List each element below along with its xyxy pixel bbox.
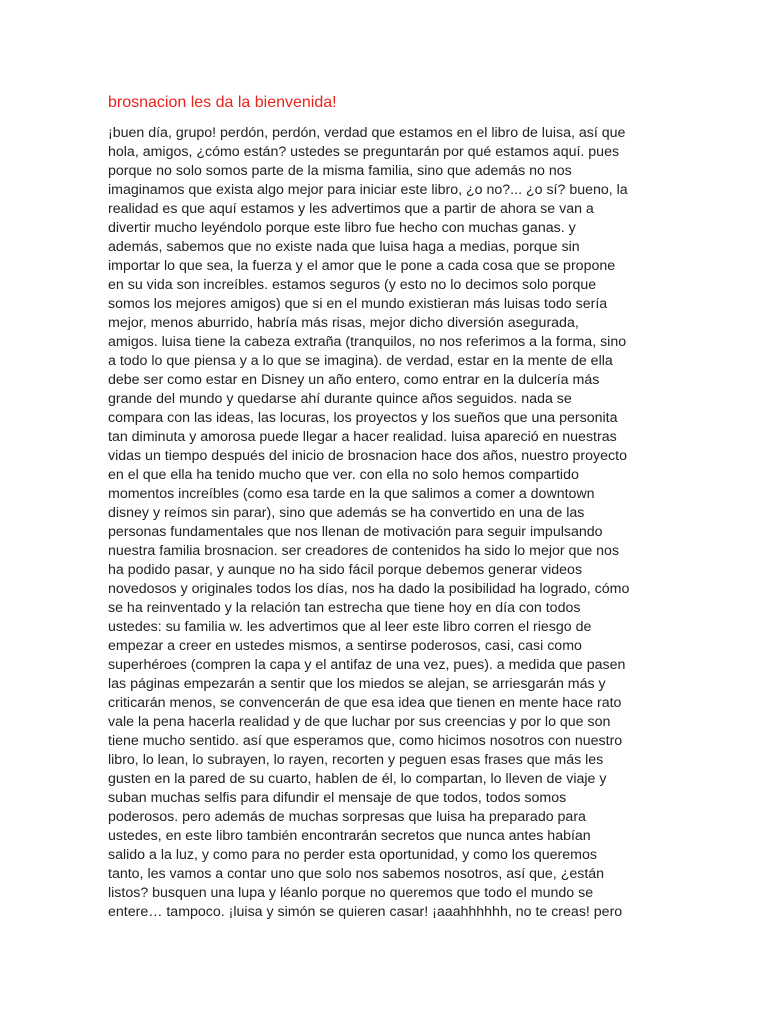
text-line: ha podido pasar, y aunque no ha sido fácil porque debemos generar videos: [108, 562, 583, 578]
text-line: hola, amigos, ¿cómo están? ustedes se preguntarán por qué estamos aquí. pues: [108, 144, 620, 160]
text-line: se ha reinventado y la relación tan estrecha que tiene hoy en día con todos: [108, 600, 581, 616]
text-line: vidas un tiempo después del inicio de brosnacion hace dos años, nuestro proyecto: [108, 448, 627, 464]
text-line: gusten en la pared de su cuarto, hablen de él, lo compartan, lo lleven de viaje y: [108, 771, 607, 787]
text-line: entere… tampoco. ¡luisa y simón se quieren casar! ¡aaahhhhhh, no te creas! pero: [108, 904, 623, 920]
text-line: somos los mejores amigos) que si en el mundo existieran más luisas todo sería: [108, 296, 608, 312]
text-line: ¡buen día, grupo! perdón, perdón, verdad que estamos en el libro de luisa, así que: [108, 125, 626, 141]
text-line: novedosos y originales todos los días, nos ha dado la posibilidad ha logrado, cómo: [108, 581, 630, 597]
text-line: personas fundamentales que nos llenan de motivación para seguir impulsando: [108, 524, 603, 540]
text-line: vale la pena hacerla realidad y de que luchar por sus creencias y por lo que son: [108, 714, 611, 730]
text-line: criticarán menos, se convencerán de que esa idea que tienen en mente hace rato: [108, 695, 622, 711]
text-line: las páginas empezarán a sentir que los miedos se alejan, se arriesgarán más y: [108, 676, 606, 692]
text-line: debe ser como estar en Disney un año entero, como entrar en la dulcería más: [108, 372, 600, 388]
text-line: realidad es que aquí estamos y les advertimos que a partir de ahora se van a: [108, 201, 594, 217]
text-line: ustedes, en este libro también encontrarán secretos que nunca antes habían: [108, 828, 591, 844]
text-line: salido a la luz, y como para no perder esta oportunidad, y como los queremos: [108, 847, 597, 863]
text-line: imaginamos que exista algo mejor para iniciar este libro, ¿o no?... ¿o sí? bueno, la: [108, 182, 628, 198]
body-paragraph: [108, 124, 668, 922]
text-line: mejor, menos aburrido, habría más risas, mejor dicho diversión asegurada,: [108, 315, 579, 331]
text-line: compara con las ideas, las locuras, los proyectos y los sueños que una personita: [108, 410, 618, 426]
text-line: poderosos. pero además de muchas sorpresas que luisa ha preparado para: [108, 809, 586, 825]
text-line: porque no solo somos parte de la misma familia, sino que además no nos: [108, 163, 572, 179]
text-line: listos? busquen una lupa y léanlo porque no queremos que todo el mundo se: [108, 885, 594, 901]
text-line: disney y reímos sin parar), sino que además se ha convertido en una de las: [108, 505, 585, 521]
text-line: importar lo que sea, la fuerza y el amor que le pone a cada cosa que se propone: [108, 258, 616, 274]
text-line: grande del mundo y quedarse ahí durante quince años seguidos. nada se: [108, 391, 572, 407]
text-line: divertir mucho leyéndolo porque este libro fue hecho con muchas ganas. y: [108, 220, 576, 236]
text-line: en su vida son increíbles. estamos seguros (y esto no lo decimos solo porque: [108, 277, 597, 293]
text-line: tan diminuta y amorosa puede llegar a hacer realidad. luisa apareció en nuestras: [108, 429, 617, 445]
text-line: tanto, les vamos a contar uno que solo nos sabemos nosotros, así que, ¿están: [108, 866, 605, 882]
text-line: además, sabemos que no existe nada que luisa haga a medias, porque sin: [108, 239, 580, 255]
text-line: ustedes: su familia w. les advertimos que al leer este libro corren el riesgo de: [108, 619, 592, 635]
text-line: tiene mucho sentido. así que esperamos que, como hicimos nosotros con nuestro: [108, 733, 623, 749]
text-line: a todo lo que piensa y a lo que se imagina). de verdad, estar en la mente de ella: [108, 353, 613, 369]
text-line: libro, lo lean, lo subrayen, lo rayen, recorten y peguen esas frases que más les: [108, 752, 604, 768]
text-line: nuestra familia brosnacion. ser creadores de contenidos ha sido lo mejor que nos: [108, 543, 620, 559]
text-line: momentos increíbles (como esa tarde en la que salimos a comer a downtown: [108, 486, 595, 502]
text-line: en el que ella ha tenido mucho que ver. con ella no solo hemos compartido: [108, 467, 579, 483]
text-line: suban muchas selfis para difundir el mensaje de que todos, todos somos: [108, 790, 567, 806]
text-line: amigos. luisa tiene la cabeza extraña (tranquilos, no nos referimos a la forma, sino: [108, 334, 627, 350]
page-title: brosnacion les da la bienvenida!: [108, 94, 337, 111]
text-line: empezar a creer en ustedes mismos, a sentirse poderosos, casi, casi como: [108, 638, 582, 654]
text-line: superhéroes (compren la capa y el antifaz de una vez, pues). a medida que pasen: [108, 657, 626, 673]
